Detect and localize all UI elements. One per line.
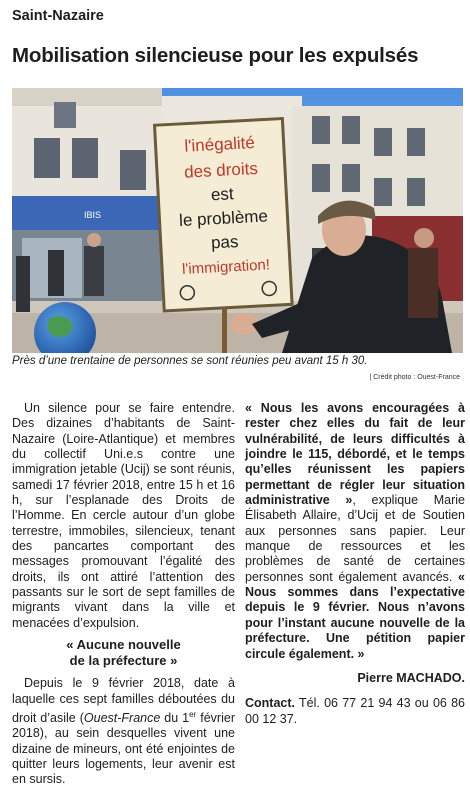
placard-line-2: des droits xyxy=(183,158,259,182)
shop-sign: IBIS xyxy=(84,210,102,220)
contact-phone-numbers: Tél. 06 77 21 94 43 ou 06 86 00 12 37. xyxy=(245,696,465,726)
placard-line-3: est xyxy=(210,184,235,205)
paragraph-2-text-a: Depuis le 9 février 2018, date à laquelle ces sept familles déboutées du droit d’asile ( xyxy=(12,676,235,725)
paragraph-2-source: Ouest-France xyxy=(83,711,161,725)
placard-line-6: l'immigration! xyxy=(181,256,271,278)
section-label: Saint-Nazaire xyxy=(12,8,104,24)
contact-label: Contact. xyxy=(245,696,295,711)
paragraph-2-text-d: , explique Marie Élisabeth Allaire, d’Ucij et de Soutien aux personnes sans papier. Leur manque de ressources et les problèmes de santé de certaines personnes sont également avancés. xyxy=(245,493,465,584)
paragraph-2-start xyxy=(12,676,235,788)
placard-line-4: le problème xyxy=(178,206,269,231)
placard-line-1: l'inégalité xyxy=(183,133,256,156)
paragraph-2-sup: er xyxy=(189,709,197,719)
paragraph-2-text-b: du 1 xyxy=(160,711,190,725)
intertitle xyxy=(12,637,235,669)
article-column-left xyxy=(12,401,235,788)
protest-placard xyxy=(155,119,293,311)
photo-credit: | Crédit photo : Ouest-France xyxy=(369,374,460,381)
photo-caption: Près d’une trentaine de personnes se sont réunies peu avant 15 h 30. xyxy=(12,355,368,367)
article-headline: Mobilisation silencieuse pour les expulsés xyxy=(12,44,419,67)
quote-2: « Nous sommes dans l’expectative depuis le 9 février. Nous n’avons pour l’instant aucune nouvelle de la préfecture. Une pétition papier circule également. » xyxy=(245,569,465,661)
author-name: Pierre MACHADO. xyxy=(357,670,465,685)
article-photo xyxy=(12,88,463,353)
paragraph-1: Un silence pour se faire entendre. Des dizaines d’habitants de Saint-Nazaire (Loire-Atlantique) et membres du collectif Uni.e.s contre une immigration jetable (Ucij) se sont réunis, samedi 17 février 2018, entre 15 h et 16 h, sur l’esplanade des Droits de l’Homme. En cercle autour d’un globe terrestre, immobiles, silencieux, tenant des pancartes comportant des messages promouvant l’égalité des droits, ils ont attiré l’attention des passants sur le sort de sept familles de migrants vivant dans la ville et menacées d’expulsion. xyxy=(12,401,235,630)
quote-1: « Nous les avons encouragées à rester chez elles du fait de leur vulnérabilité, de leurs difficultés à joindre le 115, débordé, et le temps qu’elles réunissent les papiers permettant de régler leur situation administrative » xyxy=(245,401,465,508)
paragraph-2-continued xyxy=(245,401,465,662)
intertitle-line-2: de la préfecture » xyxy=(69,653,178,669)
contact-info xyxy=(245,696,465,727)
paragraph-2-text-c: février 2018), au sein desquelles vivent une dizaine de mineurs, ont été enjointes de quitter leurs logements, leur avenir est en sursis. xyxy=(12,711,235,787)
article-column-right xyxy=(245,401,465,727)
placard-line-5: pas xyxy=(210,232,239,253)
intertitle-line-1: « Aucune nouvelle xyxy=(66,637,181,653)
